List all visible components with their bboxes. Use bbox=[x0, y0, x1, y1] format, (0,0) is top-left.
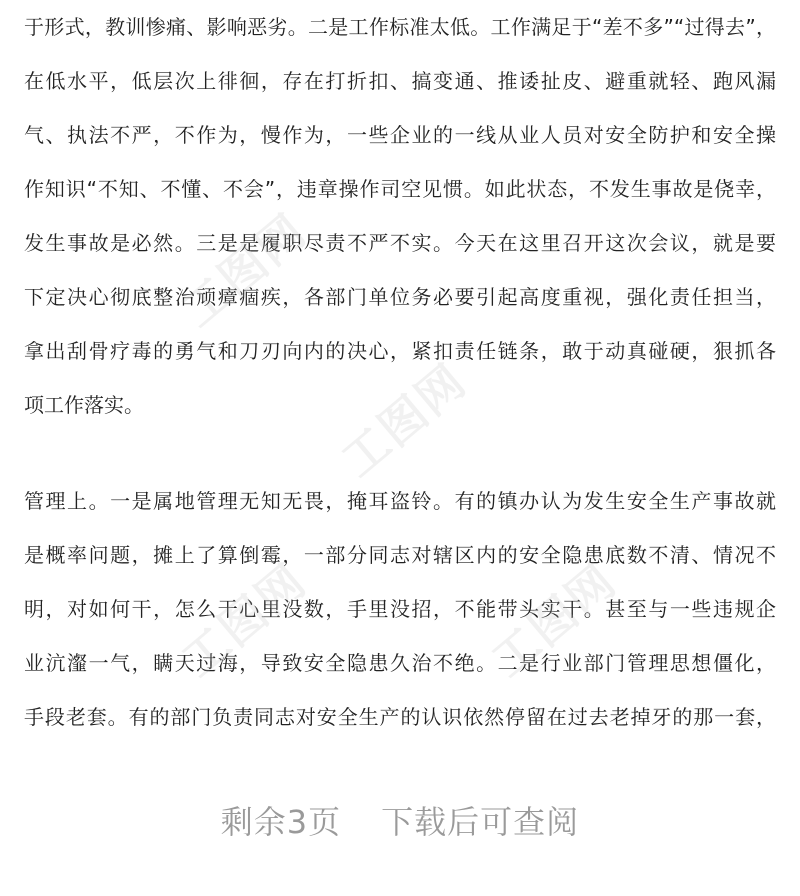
paragraph-line: 是概率问题，摊上了算倒霉，一部分同志对辖区内的安全隐患底数不清、情况不 bbox=[24, 543, 776, 567]
watermark-logo: 工图网 bbox=[481, 553, 627, 688]
paragraph-line: 发生事故是必然。三是是履职尽责不严不实。今天在这里召开这次会议，就是要 bbox=[24, 231, 776, 255]
paragraph-line: 项工作落实。 bbox=[24, 393, 144, 417]
paragraph-1 bbox=[24, 0, 776, 432]
paragraph-line: 明，对如何干，怎么干心里没数，手里没招，不能带头实干。甚至与一些违规企 bbox=[24, 597, 776, 621]
paragraph-line: 在低水平，低层次上徘徊，存在打折扣、搞变通、推诿扯皮、避重就轻、跑风漏 bbox=[24, 69, 776, 93]
paragraph-line: 手段老套。有的部门负责同志对安全生产的认识依然停留在过去老掉牙的那一套， bbox=[24, 705, 776, 729]
download-to-read-more-button[interactable] bbox=[0, 792, 800, 852]
remaining-pages-label: 剩余3页 bbox=[220, 803, 342, 841]
watermark-logo: 工图网 bbox=[171, 203, 317, 338]
paragraph-2 bbox=[24, 474, 776, 744]
paragraph-line: 作知识“不知、不懂、不会”，违章操作司空见惯。如此状态，不发生事故是侥幸， bbox=[24, 177, 776, 201]
watermark-logo: 工图网 bbox=[171, 553, 317, 688]
paragraph-line: 下定决心彻底整治顽瘴痼疾，各部门单位务必要引起高度重视，强化责任担当， bbox=[24, 285, 776, 309]
paragraph-line: 气、执法不严，不作为，慢作为，一些企业的一线从业人员对安全防护和安全操 bbox=[24, 123, 776, 147]
paragraph-line: 业沆瀣一气，瞒天过海，导致安全隐患久治不绝。二是行业部门管理思想僵化， bbox=[24, 651, 776, 675]
download-hint-label: 下载后可查阅 bbox=[381, 803, 580, 841]
watermark-logo: 工图网 bbox=[331, 353, 477, 488]
paragraph-line: 管理上。一是属地管理无知无畏，掩耳盗铃。有的镇办认为发生安全生产事故就 bbox=[24, 489, 776, 513]
paragraph-line: 拿出刮骨疗毒的勇气和刀刃向内的决心，紧扣责任链条，敢于动真碰硬，狠抓各 bbox=[24, 339, 776, 363]
paragraph-line: 于形式，教训惨痛、影响恶劣。二是工作标准太低。工作满足于“差不多”“过得去”， bbox=[24, 15, 776, 39]
